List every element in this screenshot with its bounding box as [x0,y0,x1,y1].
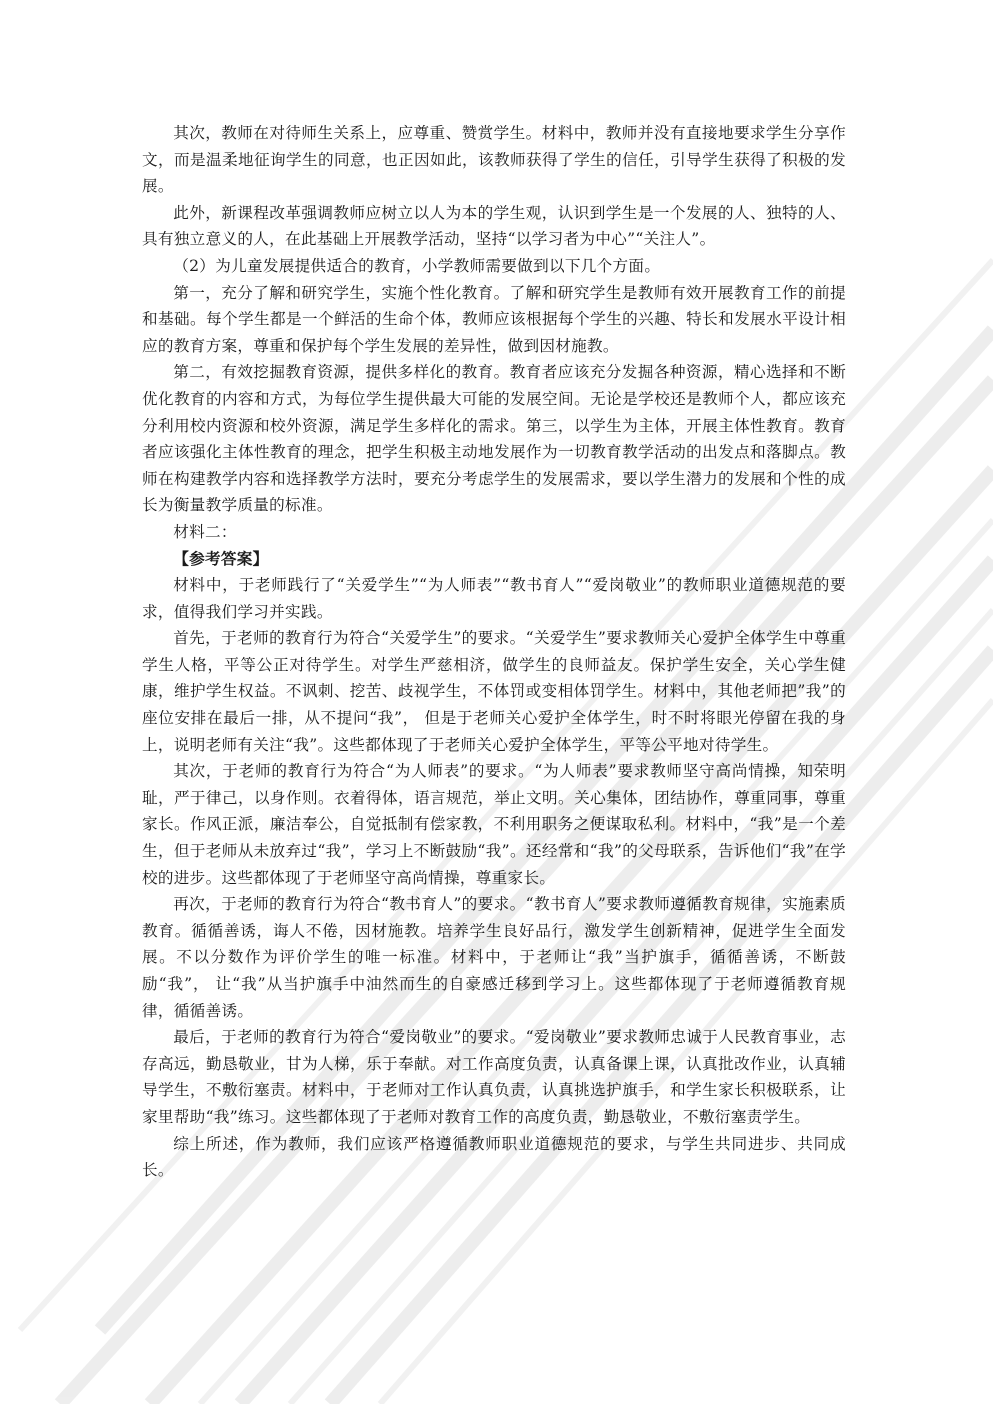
document-body [142,120,846,1184]
paragraph-8: 材料中，于老师践行了“关爱学生”“为人师表”“教书育人”“爱岗敬业”的教师职业道德规范的要求，值得我们学习并实践。 [142,576,846,621]
paragraph-11: 再次，于老师的教育行为符合“教书育人”的要求。“教书育人”要求教师遵循教育规律，实施素质教育。循循善诱，诲人不倦，因材施教。培养学生良好品行，激发学生创新精神，促进学生全面发展。不以分数作为评价学生的唯一标准。材料中，于老师让“我”当护旗手，循循善诱，不断鼓励“我”， 让“我”从当护旗手中油然而生的自豪感迁移到学习上。这些都体现了于老师遵循教育规律，循循善诱。 [142,895,846,1020]
paragraph-10: 其次，于老师的教育行为符合“为人师表”的要求。“为人师表”要求教师坚守高尚情操，知荣明耻，严于律己，以身作则。衣着得体，语言规范，举止文明。关心集体，团结协作，尊重同事，尊重家长。作风正派，廉洁奉公，自觉抵制有偿家教，不利用职务之便谋取私利。材料中，“我”是一个差生，但于老师从未放弃过“我”，学习上不断鼓励“我”。还经常和“我”的父母联系，告诉他们“我”在学校的进步。这些都体现了于老师坚守高尚情操，尊重家长。 [142,762,846,887]
paragraph-2: 此外，新课程改革强调教师应树立以人为本的学生观，认识到学生是一个发展的人、独特的人、具有独立意义的人，在此基础上开展教学活动，坚持“以学习者为中心”“关注人”。 [142,203,846,249]
paragraph-3: （2）为儿童发展提供适合的教育，小学教师需要做到以下几个方面。 [173,256,661,275]
paragraph-13: 综上所述，作为教师，我们应该严格遵循教师职业道德规范的要求，与学生共同进步、共同成长。 [142,1134,846,1180]
paragraph-12: 最后，于老师的教育行为符合“爱岗敬业”的要求。“爱岗敬业”要求教师忠诚于人民教育事业，志存高远，勤恳敬业，甘为人梯，乐于奉献。对工作高度负责，认真备课上课，认真批改作业，认真辅导学生，不敷衍塞责。材料中，于老师对工作认真负责，认真挑选护旗手，和学生家长积极联系，让家里帮助“我”练习。这些都体现了于老师对教育工作的高度负责，勤恳敬业，不敷衍塞责学生。 [142,1028,846,1126]
reference-answer-heading: 【参考答案】 [173,548,269,568]
paragraph-9: 首先，于老师的教育行为符合“关爱学生”的要求。“关爱学生”要求教师关心爱护全体学生中尊重学生人格，平等公正对待学生。对学生严慈相济，做学生的良师益友。保护学生安全，关心学生健康，维护学生权益。不讽刺、挖苦、歧视学生，不体罚或变相体罚学生。材料中，其他老师把”我”的座位安排在最后一排，从不提问“我”， 但是于老师关心爱护全体学生，时不时将眼光停留在我的身上，说明老师有关注“我”。这些都体现了于老师关心爱护全体学生，平等公平地对待学生。 [142,629,846,754]
paragraph-4: 第一，充分了解和研究学生，实施个性化教育。了解和研究学生是教师有效开展教育工作的前提和基础。每个学生都是一个鲜活的生命个体，教师应该根据每个学生的兴趣、特长和发展水平设计相应的教育方案，尊重和保护每个学生发展的差异性，做到因材施教。 [142,283,846,355]
paragraph-1: 其次，教师在对待师生关系上，应尊重、赞赏学生。材料中，教师并没有直接地要求学生分享作文，而是温柔地征询学生的同意，也正因如此，该教师获得了学生的信任，引导学生获得了积极的发展。 [142,124,846,196]
paragraph-5: 第二，有效挖掘教育资源，提供多样化的教育。教育者应该充分发掘各种资源，精心选择和不断优化教育的内容和方式，为每位学生提供最大可能的发展空间。无论是学校还是教师个人，都应该充分利用校内资源和校外资源，满足学生多样化的需求。第三，以学生为主体，开展主体性教育。教育者应该强化主体性教育的理念，把学生积极主动地发展作为一切教育教学活动的出发点和落脚点。教师在构建教学内容和选择教学方法时，要充分考虑学生的发展需求，要以学生潜力的发展和个性的成长为衡量教学质量的标准。 [142,363,846,515]
section-label-material-2: 材料二： [173,522,237,541]
